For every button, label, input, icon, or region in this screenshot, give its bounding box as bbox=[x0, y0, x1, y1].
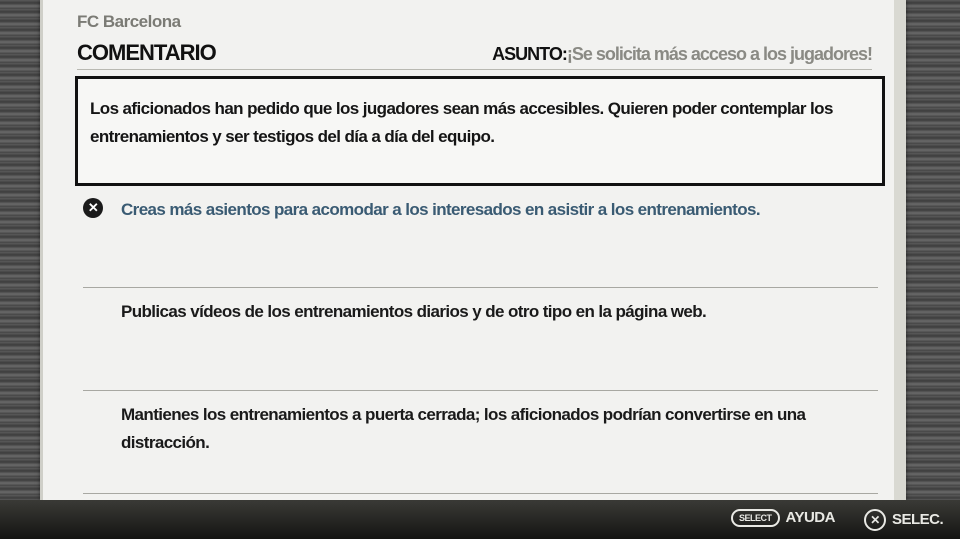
option-1-text: Creas más asientos para acomodar a los interesados en asistir a los entrenamientos. bbox=[121, 200, 760, 219]
background-right bbox=[900, 0, 960, 539]
cross-button-icon: ✕ bbox=[83, 198, 103, 218]
help-hint[interactable] bbox=[731, 509, 835, 527]
question-box: Los aficionados han pedido que los jugadores sean más accesibles. Quieren poder contemplar los entrenamientos y ser testigos del día a día del equipo. bbox=[75, 76, 885, 186]
option-divider bbox=[83, 493, 878, 494]
option-3-text: Mantienes los entrenamientos a puerta cerrada; los aficionados podrían convertirse en una distracción. bbox=[121, 405, 806, 452]
header-divider bbox=[77, 69, 872, 70]
page-title: COMENTARIO bbox=[77, 40, 216, 65]
confirm-label: SELEC. bbox=[892, 510, 944, 528]
option-3[interactable] bbox=[83, 401, 878, 457]
option-2[interactable] bbox=[83, 298, 878, 326]
comment-panel bbox=[40, 0, 906, 500]
cross-button-icon: ✕ bbox=[864, 509, 886, 531]
option-divider bbox=[83, 287, 878, 288]
background-left bbox=[0, 0, 40, 539]
option-2-text: Publicas vídeos de los entrenamientos diarios y de otro tipo en la página web. bbox=[121, 302, 707, 321]
subject-value: ¡Se solicita más acceso a los jugadores! bbox=[566, 44, 872, 64]
confirm-hint[interactable] bbox=[864, 509, 943, 531]
option-divider bbox=[83, 390, 878, 391]
button-hints-bar bbox=[0, 500, 960, 539]
option-1[interactable] bbox=[83, 196, 878, 224]
help-label: AYUDA bbox=[785, 509, 835, 526]
subject-label: ASUNTO: bbox=[492, 44, 567, 64]
select-button-icon: SELECT bbox=[731, 509, 780, 527]
club-name: FC Barcelona bbox=[77, 12, 181, 31]
subject-line bbox=[492, 44, 872, 65]
